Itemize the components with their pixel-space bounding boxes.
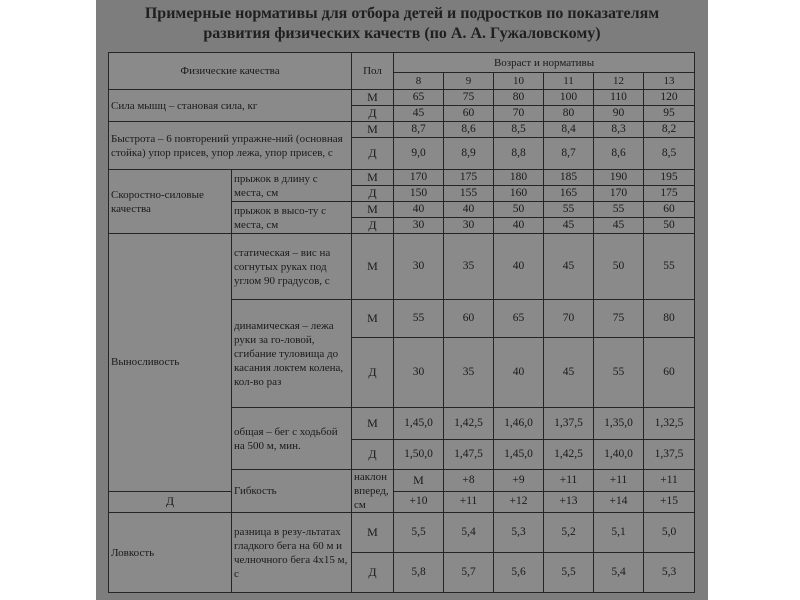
value-cell: 1,32,5 xyxy=(644,408,695,440)
value-cell: 40 xyxy=(494,234,544,300)
norms-table xyxy=(108,52,695,593)
value-cell: 110 xyxy=(594,90,644,106)
value-cell: 60 xyxy=(444,106,494,122)
sex-label: Д xyxy=(352,138,394,170)
value-cell: +14 xyxy=(594,491,644,513)
value-cell: 150 xyxy=(394,186,444,202)
value-cell: 45 xyxy=(544,338,594,408)
value-cell: 175 xyxy=(444,170,494,186)
value-cell: 1,40,0 xyxy=(594,440,644,470)
sex-label: М xyxy=(394,470,444,492)
sex-label: М xyxy=(352,513,394,553)
sub-high-jump: прыжок в высо-ту с места, см xyxy=(232,202,352,234)
value-cell: 165 xyxy=(544,186,594,202)
value-cell: 8,7 xyxy=(394,122,444,138)
sex-label: Д xyxy=(352,553,394,593)
value-cell: 1,37,5 xyxy=(544,408,594,440)
sex-label: М xyxy=(352,90,394,106)
value-cell: 90 xyxy=(594,106,644,122)
value-cell: 5,2 xyxy=(544,513,594,553)
value-cell: 55 xyxy=(544,202,594,218)
value-cell: +12 xyxy=(494,491,544,513)
value-cell: 5,6 xyxy=(494,553,544,593)
value-cell: 5,4 xyxy=(444,513,494,553)
value-cell: 170 xyxy=(594,186,644,202)
value-cell: 40 xyxy=(394,202,444,218)
value-cell: 55 xyxy=(594,202,644,218)
value-cell: 175 xyxy=(644,186,695,202)
value-cell: 8,3 xyxy=(594,122,644,138)
value-cell: 5,3 xyxy=(644,553,695,593)
value-cell: 40 xyxy=(494,338,544,408)
quality-agility: Ловкость xyxy=(109,513,232,593)
value-cell: 180 xyxy=(494,170,544,186)
value-cell: 5,8 xyxy=(394,553,444,593)
value-cell: 30 xyxy=(394,218,444,234)
sex-label: М xyxy=(352,170,394,186)
age-header: 9 xyxy=(444,73,494,90)
sex-label: Д xyxy=(352,106,394,122)
value-cell: 75 xyxy=(594,300,644,338)
value-cell: 5,7 xyxy=(444,553,494,593)
value-cell: 30 xyxy=(444,218,494,234)
sex-label: Д xyxy=(109,491,232,513)
value-cell: 8,7 xyxy=(544,138,594,170)
value-cell: +15 xyxy=(644,491,695,513)
value-cell: 1,47,5 xyxy=(444,440,494,470)
value-cell: 160 xyxy=(494,186,544,202)
age-header: 11 xyxy=(544,73,594,90)
quality-speed-strength: Скоростно-силовые качества xyxy=(109,170,232,234)
value-cell: 190 xyxy=(594,170,644,186)
page-title xyxy=(96,4,708,44)
value-cell: 195 xyxy=(644,170,695,186)
sex-label: Д xyxy=(352,338,394,408)
value-cell: 5,0 xyxy=(644,513,695,553)
value-cell: 5,4 xyxy=(594,553,644,593)
value-cell: 80 xyxy=(544,106,594,122)
value-cell: 30 xyxy=(394,338,444,408)
value-cell: +13 xyxy=(544,491,594,513)
sub-dynamic: динамическая – лежа руки за го-ловой, сгибание туловища до касания локтем колена, кол-во раз xyxy=(232,300,352,408)
value-cell: 50 xyxy=(594,234,644,300)
sub-static: статическая – вис на согнутых руках под углом 90 градусов, с xyxy=(232,234,352,300)
value-cell: 45 xyxy=(544,234,594,300)
value-cell: 9,0 xyxy=(394,138,444,170)
value-cell: 60 xyxy=(644,202,695,218)
value-cell: 45 xyxy=(394,106,444,122)
value-cell: 5,5 xyxy=(544,553,594,593)
value-cell: 8,5 xyxy=(644,138,695,170)
value-cell: 35 xyxy=(444,234,494,300)
age-header: 12 xyxy=(594,73,644,90)
header-sex: Пол xyxy=(352,53,394,90)
title-line-1: Примерные нормативы для отбора детей и подростков по показателям xyxy=(144,5,660,22)
sex-label: М xyxy=(352,408,394,440)
value-cell: +9 xyxy=(494,470,544,492)
sex-label: М xyxy=(352,234,394,300)
value-cell: 45 xyxy=(594,218,644,234)
value-cell: 65 xyxy=(494,300,544,338)
value-cell: +11 xyxy=(594,470,644,492)
value-cell: 5,5 xyxy=(394,513,444,553)
value-cell: 1,35,0 xyxy=(594,408,644,440)
value-cell: 40 xyxy=(494,218,544,234)
value-cell: 80 xyxy=(644,300,695,338)
sex-label: Д xyxy=(352,186,394,202)
value-cell: 100 xyxy=(544,90,594,106)
value-cell: 30 xyxy=(394,234,444,300)
value-cell: 45 xyxy=(544,218,594,234)
header-age: Возраст и нормативы xyxy=(394,53,695,73)
document-page xyxy=(96,0,708,600)
value-cell: 75 xyxy=(444,90,494,106)
value-cell: 8,9 xyxy=(444,138,494,170)
value-cell: 80 xyxy=(494,90,544,106)
value-cell: 95 xyxy=(644,106,695,122)
value-cell: 50 xyxy=(644,218,695,234)
value-cell: 55 xyxy=(644,234,695,300)
value-cell: 55 xyxy=(394,300,444,338)
value-cell: 8,6 xyxy=(594,138,644,170)
age-header: 10 xyxy=(494,73,544,90)
value-cell: 65 xyxy=(394,90,444,106)
sub-general: общая – бег с ходьбой на 500 м, мин. xyxy=(232,408,352,470)
quality-flexibility: Гибкость xyxy=(232,470,352,513)
sub-long-jump: прыжок в длину с места, см xyxy=(232,170,352,202)
value-cell: 8,4 xyxy=(544,122,594,138)
age-header: 13 xyxy=(644,73,695,90)
header-quality: Физические качества xyxy=(109,53,352,90)
title-line-2: развития физических качеств (по А. А. Гужаловскому) xyxy=(203,25,601,42)
quality-strength: Сила мышц – становая сила, кг xyxy=(109,90,352,122)
value-cell: 60 xyxy=(444,300,494,338)
value-cell: 8,8 xyxy=(494,138,544,170)
value-cell: +11 xyxy=(544,470,594,492)
sex-label: М xyxy=(352,202,394,218)
value-cell: 120 xyxy=(644,90,695,106)
sex-label: М xyxy=(352,300,394,338)
value-cell: 70 xyxy=(494,106,544,122)
sex-label: Д xyxy=(352,218,394,234)
value-cell: 50 xyxy=(494,202,544,218)
value-cell: +11 xyxy=(644,470,695,492)
value-cell: 35 xyxy=(444,338,494,408)
value-cell: 1,45,0 xyxy=(494,440,544,470)
value-cell: +8 xyxy=(444,470,494,492)
value-cell: 1,42,5 xyxy=(544,440,594,470)
value-cell: 8,5 xyxy=(494,122,544,138)
value-cell: 55 xyxy=(594,338,644,408)
value-cell: 1,50,0 xyxy=(394,440,444,470)
value-cell: 1,37,5 xyxy=(644,440,695,470)
value-cell: 8,6 xyxy=(444,122,494,138)
quality-endurance: Выносливость xyxy=(109,234,232,492)
value-cell: 70 xyxy=(544,300,594,338)
age-header: 8 xyxy=(394,73,444,90)
value-cell: 155 xyxy=(444,186,494,202)
sub-shuttle: разница в резу-льтатах гладкого бега на 60 м и челночного бега 4х15 м, с xyxy=(232,513,352,593)
value-cell: +11 xyxy=(444,491,494,513)
value-cell: 1,46,0 xyxy=(494,408,544,440)
sex-label: М xyxy=(352,122,394,138)
value-cell: 8,2 xyxy=(644,122,695,138)
quality-speed: Быстрота – 6 повторений упражне-ний (основная стойка) упор присев, упор лежа, упор присев, с xyxy=(109,122,352,170)
value-cell: 1,45,0 xyxy=(394,408,444,440)
value-cell: 5,3 xyxy=(494,513,544,553)
value-cell: 60 xyxy=(644,338,695,408)
sex-label: Д xyxy=(352,440,394,470)
value-cell: 170 xyxy=(394,170,444,186)
value-cell: 185 xyxy=(544,170,594,186)
value-cell: 5,1 xyxy=(594,513,644,553)
value-cell: 1,42,5 xyxy=(444,408,494,440)
sub-bend: наклон вперед, см xyxy=(352,470,394,513)
value-cell: 40 xyxy=(444,202,494,218)
value-cell: +10 xyxy=(394,491,444,513)
